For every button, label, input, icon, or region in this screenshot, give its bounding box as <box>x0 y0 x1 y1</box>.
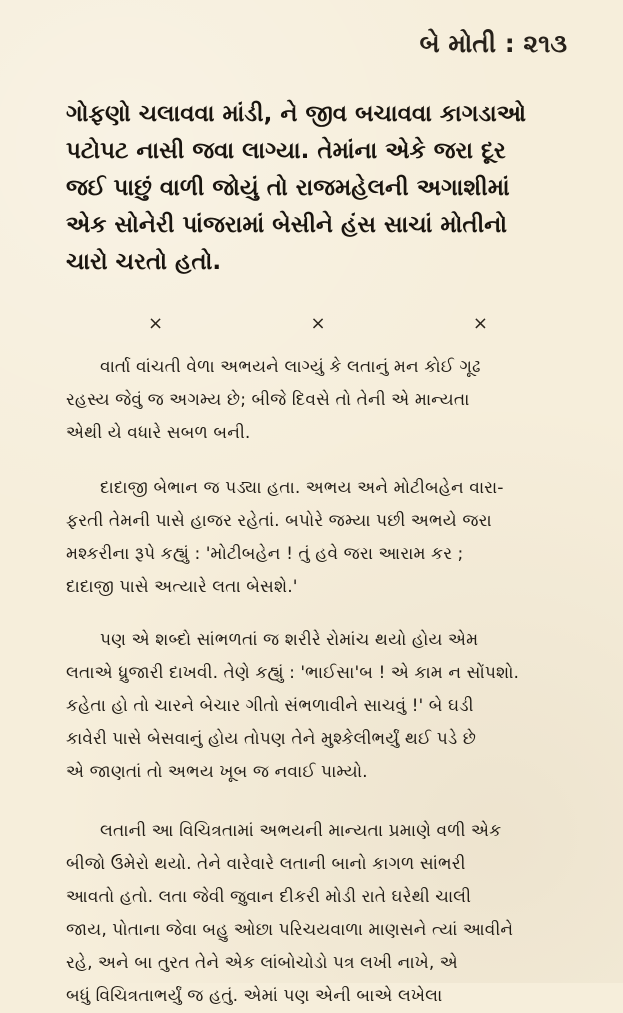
paragraph-line: એથી યે વધારે સબળ બની. <box>66 423 251 443</box>
paragraph-line: બધું વિચિત્રતાભર્યું જ હતું. એમાં પણ એની બાએ લખેલા <box>66 986 443 1006</box>
separator-mark: × <box>472 313 488 334</box>
separator-mark: × <box>310 313 326 334</box>
paragraph <box>66 815 573 1013</box>
separator-mark: × <box>148 313 164 334</box>
paragraph-line: દાદાજી બેભાન જ પડ્યા હતા. અભય અને મોટીબહેન વારા- <box>100 478 504 498</box>
paragraph-line: આવતો હતો. લતા જેવી જુવાન દીકરી મોડી રાતે ઘરેથી ચાલી <box>66 887 472 907</box>
paragraph-line: રહસ્ય જેવું જ અગમ્ય છે; બીજે દિવસે તો તેની એ માન્યતા <box>66 390 470 410</box>
section-separator <box>148 313 488 335</box>
paragraph-line: રહે, અને બા તુરત તેને એક લાંબોચોડો પત્ર લખી નાખે, એ <box>66 953 458 973</box>
paragraph <box>66 624 573 789</box>
paragraph-line: કહેતા હો તો ચારને બેચાર ગીતો સંભળાવીને સાચવું !' બે ઘડી <box>66 696 474 716</box>
paragraph <box>66 351 573 450</box>
paragraph-line: ફરતી તેમની પાસે હાજર રહેતાં. બપોરે જમ્યા પછી અભયે જરા <box>66 511 492 531</box>
intro-line: ગોફણો ચલાવવા માંડી, ને જીવ બચાવવા કાગડાઓ <box>66 101 527 127</box>
paragraph-line: પણ એ શબ્દો સાંભળતાં જ શરીરે રોમાંચ થયો હોય એમ <box>100 630 479 650</box>
paragraph-line: વાર્તા વાંચતી વેળા અભયને લાગ્યું કે લતાનું મન કોઈ ગૂઢ <box>100 357 481 377</box>
intro-line: એક સોનેરી પાંજરામાં બેસીને હંસ સાચાં મોતીનો <box>66 212 508 238</box>
paragraph-line: એ જાણતાં તો અભય ખૂબ જ નવાઈ પામ્યો. <box>66 762 368 782</box>
paragraph-line: મશ્કરીના રૂપે કહ્યું : 'મોટીબહેન ! તું હવે જરા આરામ કર ; <box>66 544 464 564</box>
paragraph-line: જાય, પોતાના જેવા બહુ ઓછા પરિચયવાળા માણસને ત્યાં આવીને <box>66 920 514 940</box>
intro-line: પટોપટ નાસી જવા લાગ્યા. તેમાંના એકે જરા દૂર <box>66 138 506 164</box>
intro-line: ચારો ચરતો હતો. <box>66 249 222 275</box>
paragraph-line: દાદાજી પાસે અત્યારે લતા બેસશે.' <box>66 577 298 597</box>
intro-passage <box>66 96 573 281</box>
intro-line: જઈ પાછું વાળી જોયું તો રાજમહેલની અગાશીમાં <box>66 175 510 201</box>
paragraph <box>66 472 573 604</box>
paragraph-line: બીજો ઉમેરો થયો. તેને વારેવારે લતાની બાનો કાગળ સાંભરી <box>66 854 466 874</box>
paragraph-line: કાવેરી પાસે બેસવાનું હોય તોપણ તેને મુશ્કેલીભર્યું થઈ પડે છે <box>66 729 477 749</box>
paragraph-line: લતાની આ વિચિત્રતામાં અભયની માન્યતા પ્રમાણે વળી એક <box>100 821 502 841</box>
running-header: બે મોતી : ૨૧૩ <box>419 29 567 58</box>
paragraph-line: લતાએ ધ્રુજારી દાખવી. તેણે કહ્યું : 'ભાઈસા'બ ! એ કામ ન સોંપશો. <box>66 663 520 683</box>
